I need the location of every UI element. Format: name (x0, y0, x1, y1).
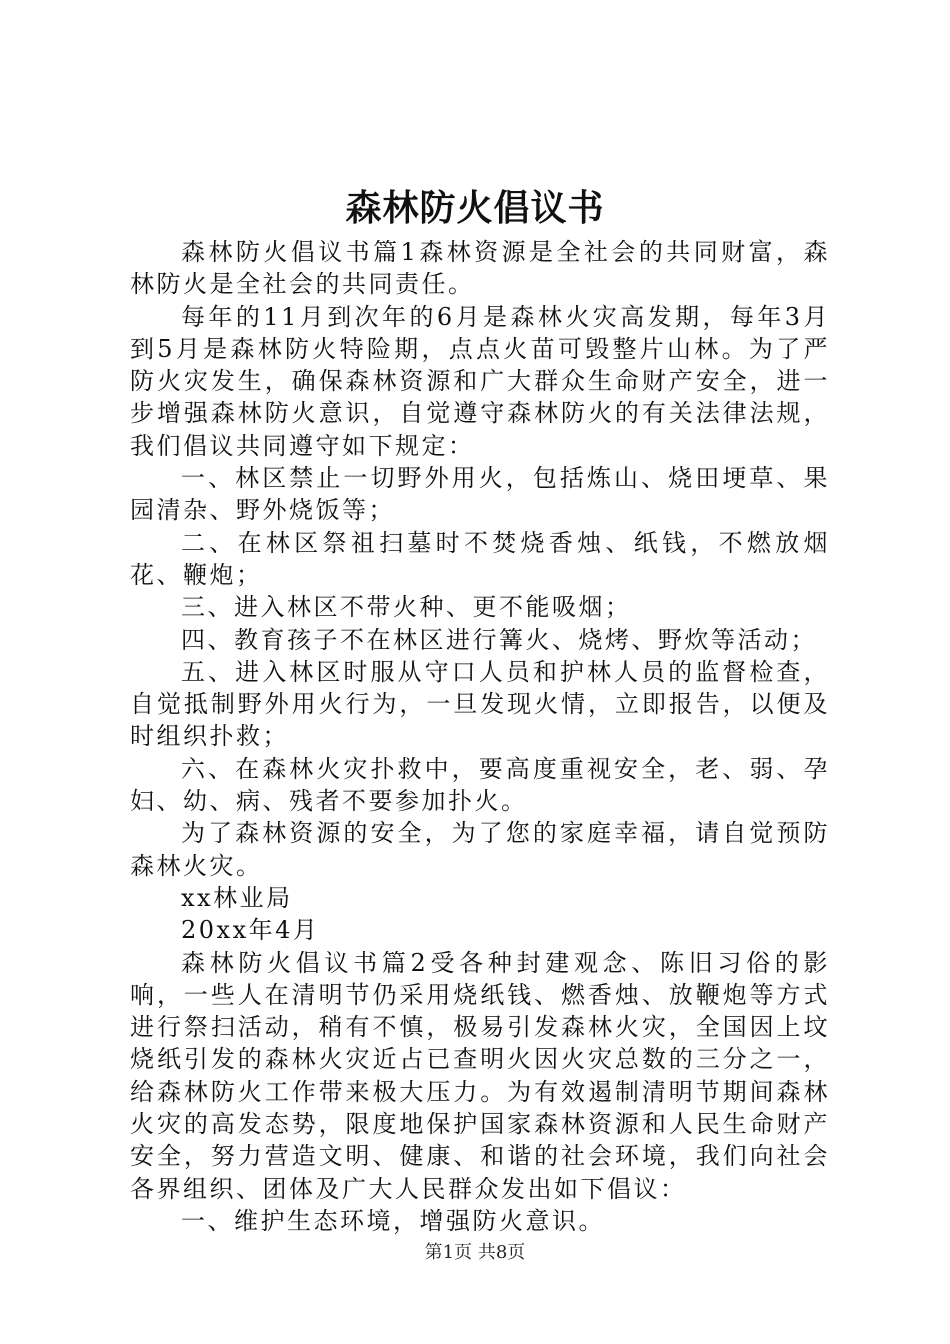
page-number-footer: 第1页 共8页 (424, 1242, 526, 1263)
paragraph: 五、进入林区时服从守口人员和护林人员的监督检查，自觉抵制野外用火行为，一旦发现火情，立即报告，以便及时组织扑救； (130, 657, 830, 751)
paragraph: 四、教育孩子不在林区进行篝火、烧烤、野炊等活动； (181, 625, 817, 654)
document-title: 森林防火倡议书 (345, 187, 605, 229)
paragraph: 为了森林资源的安全，为了您的家庭幸福，请自觉预防森林火灾。 (130, 819, 830, 880)
paragraph: 森林防火倡议书篇1森林资源是全社会的共同财富，森林防火是全社会的共同责任。 (130, 238, 830, 299)
paragraph: 一、林区禁止一切野外用火，包括炼山、烧田埂草、果园清杂、野外烧饭等； (130, 464, 830, 525)
paragraph: 六、在森林火灾扑救中，要高度重视安全，老、弱、孕妇、幼、病、残者不要参加扑火。 (130, 754, 830, 816)
signature-issuer: xx林业局 (181, 883, 293, 912)
paragraph: 每年的11月到次年的6月是森林火灾高发期，每年3月到5月是森林防火特险期，点点火苗可毁整片山林。为了严防火灾发生，确保森林资源和广大群众生命财产安全，进一步增强森林防火意识，自觉遵守森林防火的有关法律法规，我们倡议共同遵守如下规定： (130, 302, 830, 460)
paragraph: 森林防火倡议书篇2受各种封建观念、陈旧习俗的影响，一些人在清明节仍采用烧纸钱、燃香烛、放鞭炮等方式进行祭扫活动，稍有不慎，极易引发森林火灾，全国因上坟烧纸引发的森林火灾近占已查明火因火灾总数的三分之一，给森林防火工作带来极大压力。为有效遏制清明节期间森林火灾的高发态势，限度地保护国家森林资源和人民生命财产安全，努力营造文明、健康、和谐的社会环境，我们向社会各界组织、团体及广大人民群众发出如下倡议： (130, 948, 830, 1203)
document-body (130, 236, 830, 1237)
paragraph: 三、进入林区不带火种、更不能吸烟； (181, 593, 632, 622)
paragraph: 一、维护生态环境，增强防火意识。 (181, 1206, 605, 1235)
paragraph: 二、在林区祭祖扫墓时不焚烧香烛、纸钱，不燃放烟花、鞭炮； (130, 528, 830, 589)
signature-date: 20xx年4月 (181, 916, 320, 945)
